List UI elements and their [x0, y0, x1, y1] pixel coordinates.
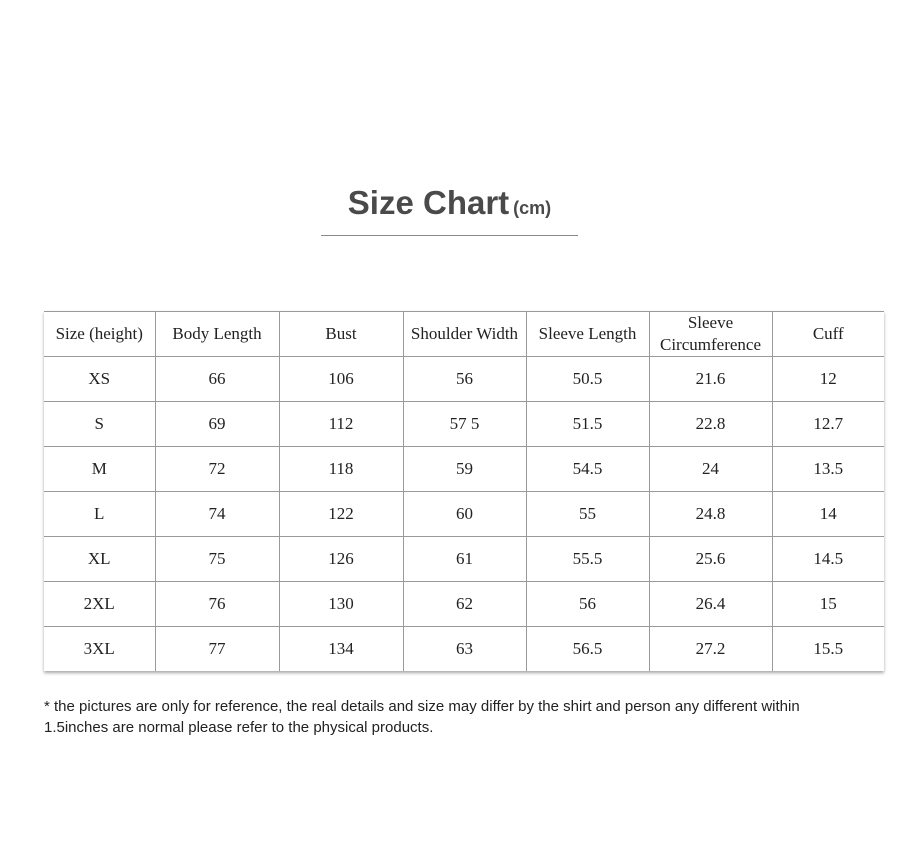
column-header: Size (height): [44, 312, 155, 357]
column-header: Bust: [279, 312, 403, 357]
measurement-cell: 77: [155, 627, 279, 672]
measurement-cell: 14.5: [772, 537, 884, 582]
measurement-cell: 57 5: [403, 402, 526, 447]
measurement-cell: 62: [403, 582, 526, 627]
table-row: [44, 492, 884, 537]
size-cell: L: [44, 492, 155, 537]
table-row: [44, 357, 884, 402]
disclaimer-note: * the pictures are only for reference, the real details and size may differ by the shirt and person any different within 1.5inches are normal please refer to the physical products.: [44, 698, 800, 736]
title-unit: (cm): [513, 198, 552, 218]
measurement-cell: 134: [279, 627, 403, 672]
measurement-cell: 74: [155, 492, 279, 537]
measurement-cell: 21.6: [649, 357, 772, 402]
measurement-cell: 24: [649, 447, 772, 492]
measurement-cell: 55: [526, 492, 649, 537]
measurement-cell: 13.5: [772, 447, 884, 492]
measurement-cell: 118: [279, 447, 403, 492]
column-header: Shoulder Width: [403, 312, 526, 357]
measurement-cell: 112: [279, 402, 403, 447]
size-table: [44, 311, 884, 671]
table-row: [44, 627, 884, 672]
measurement-cell: 15.5: [772, 627, 884, 672]
size-cell: XS: [44, 357, 155, 402]
measurement-cell: 22.8: [649, 402, 772, 447]
measurement-cell: 126: [279, 537, 403, 582]
column-header: Body Length: [155, 312, 279, 357]
table-body: [44, 357, 884, 672]
measurement-cell: 61: [403, 537, 526, 582]
measurement-cell: 69: [155, 402, 279, 447]
measurement-cell: 63: [403, 627, 526, 672]
measurement-cell: 56: [403, 357, 526, 402]
size-cell: M: [44, 447, 155, 492]
measurement-cell: 66: [155, 357, 279, 402]
measurement-cell: 24.8: [649, 492, 772, 537]
measurement-cell: 122: [279, 492, 403, 537]
size-chart-heading: [321, 180, 578, 231]
column-header: Sleeve Circumference: [649, 312, 772, 357]
size-cell: XL: [44, 537, 155, 582]
table-row: [44, 447, 884, 492]
size-cell: 2XL: [44, 582, 155, 627]
column-header: Sleeve Length: [526, 312, 649, 357]
measurement-cell: 12: [772, 357, 884, 402]
table-row: [44, 537, 884, 582]
measurement-cell: 55.5: [526, 537, 649, 582]
page-title: [348, 184, 551, 221]
table-row: [44, 582, 884, 627]
measurement-cell: 75: [155, 537, 279, 582]
measurement-cell: 12.7: [772, 402, 884, 447]
size-cell: 3XL: [44, 627, 155, 672]
measurement-cell: 14: [772, 492, 884, 537]
measurement-cell: 56: [526, 582, 649, 627]
measurement-cell: 56.5: [526, 627, 649, 672]
measurement-cell: 60: [403, 492, 526, 537]
measurement-cell: 59: [403, 447, 526, 492]
title-underline: [321, 235, 578, 236]
measurement-cell: 106: [279, 357, 403, 402]
header-row: [44, 312, 884, 357]
measurement-cell: 72: [155, 447, 279, 492]
measurement-cell: 26.4: [649, 582, 772, 627]
size-table-container: [44, 311, 884, 671]
measurement-cell: 76: [155, 582, 279, 627]
table-header: [44, 312, 884, 357]
measurement-cell: 15: [772, 582, 884, 627]
measurement-cell: 130: [279, 582, 403, 627]
measurement-cell: 51.5: [526, 402, 649, 447]
table-row: [44, 402, 884, 447]
title-text: Size Chart: [347, 184, 510, 221]
measurement-cell: 27.2: [649, 627, 772, 672]
column-header: Cuff: [772, 312, 884, 357]
size-cell: S: [44, 402, 155, 447]
measurement-cell: 50.5: [526, 357, 649, 402]
measurement-cell: 25.6: [649, 537, 772, 582]
measurement-cell: 54.5: [526, 447, 649, 492]
